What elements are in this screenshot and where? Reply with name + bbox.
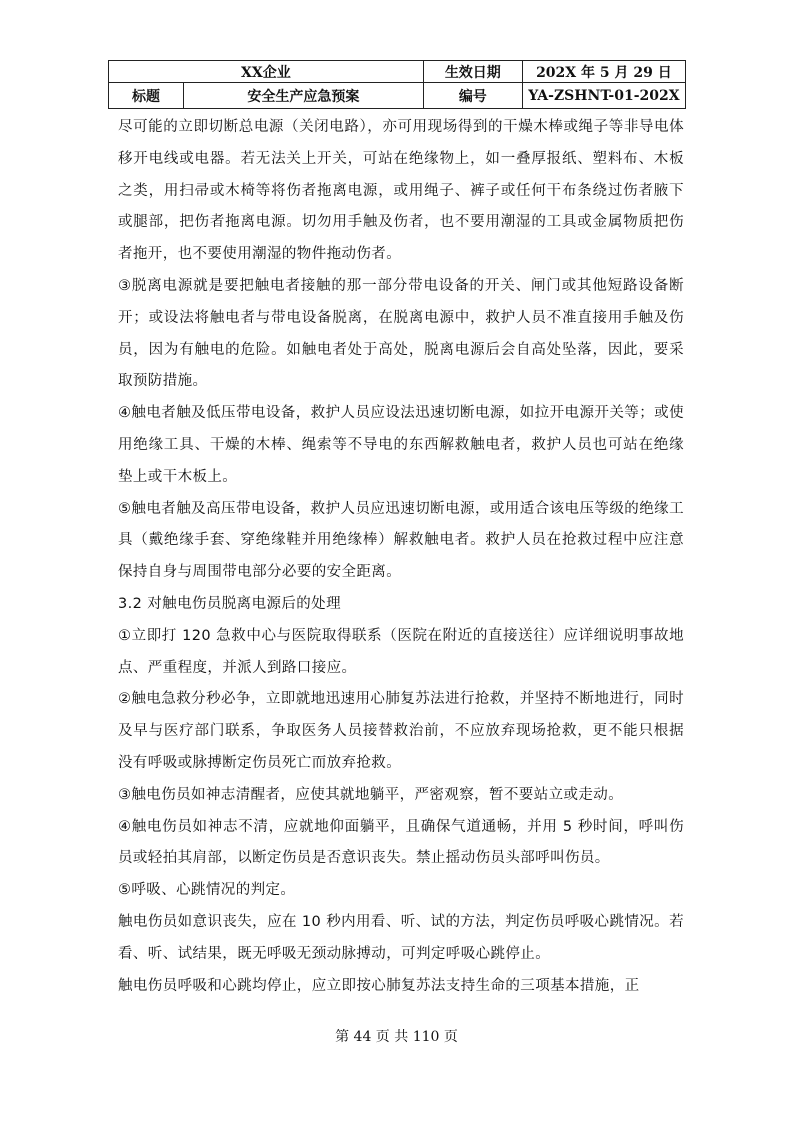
document-number: YA-ZSHNT-01-202X <box>522 83 685 109</box>
header-table <box>108 60 686 109</box>
section-heading: 3.2 对触电伤员脱离电源后的处理 <box>118 595 341 612</box>
paragraph: ④触电者触及低压带电设备，救护人员应设法迅速切断电源，如拉开电源开关等；或使用绝缘工具、干燥的木棒、绳索等不导电的东西解救触电者，救护人员也可站在绝缘垫上或干木板上。 <box>118 405 684 485</box>
title-label: 标题 <box>109 83 184 109</box>
document-title: 安全生产应急预案 <box>184 83 424 109</box>
paragraph: ①立即打 120 急救中心与医院取得联系（医院在附近的直接送往）应详细说明事故地点、严重程度，并派人到路口接应。 <box>118 627 684 676</box>
page-footer: 第 44 页 共 110 页 <box>335 1029 458 1045</box>
number-label: 编号 <box>423 83 522 109</box>
paragraph: ⑤呼吸、心跳情况的判定。 <box>118 882 296 899</box>
effective-date-value: 202X 年 5 月 29 日 <box>522 61 685 83</box>
paragraph: ③触电伤员如神志清醒者，应使其就地躺平，严密观察，暂不要站立或走动。 <box>118 786 624 803</box>
paragraph: 触电伤员呼吸和心跳均停止，应立即按心肺复苏法支持生命的三项基本措施，正 <box>118 977 640 994</box>
paragraph: 尽可能的立即切断总电源（关闭电路），亦可用现场得到的干燥木棒或绳子等非导电体移开电线或电器。若无法关上开关，可站在绝缘物上，如一叠厚报纸、塑料布、木板之类，用扫帚或木椅等将伤者拖离电源，或用绳子、裤子或任何干布条绕过伤者腋下或腿部，把伤者拖离电源。切勿用手触及伤者，也不要用潮湿的工具或金属物质把伤者拖开，也不要使用潮湿的物件拖动伤者。 <box>118 119 684 263</box>
paragraph: ③脱离电源就是要把触电者接触的那一部分带电设备的开关、闸门或其他短路设备断开；或设法将触电者与带电设备脱离，在脱离电源中，救护人员不准直接用手触及伤员，因为有触电的危险。如触电者处于高处，脱离电源后会自高处坠落，因此，要采取预防措施。 <box>118 277 684 390</box>
paragraph: ⑤触电者触及高压带电设备，救护人员应迅速切断电源，或用适合该电压等级的绝缘工具（戴绝缘手套、穿绝缘鞋并用绝缘棒）解救触电者。救护人员在抢救过程中应注意保持自身与周围带电部分必要的安全距离。 <box>118 500 684 581</box>
paragraph: 触电伤员如意识丧失，应在 10 秒内用看、听、试的方法，判定伤员呼吸心跳情况。若看、听、试结果，既无呼吸无颈动脉搏动，可判定呼吸心跳停止。 <box>118 913 684 962</box>
document-body <box>118 112 684 1002</box>
paragraph: ②触电急救分秒必争，立即就地迅速用心肺复苏法进行抢救，并坚持不断地进行，同时及早与医疗部门联系，争取医务人员接替救治前，不应放弃现场抢救，更不能只根据没有呼吸或脉搏断定伤员死亡而放弃抢救。 <box>118 691 684 771</box>
company-cell: XX企业 <box>109 61 424 83</box>
effective-date-label: 生效日期 <box>423 61 522 83</box>
paragraph: ④触电伤员如神志不清，应就地仰面躺平，且确保气道通畅，并用 5 秒时间，呼叫伤员或轻拍其肩部，以断定伤员是否意识丧失。禁止摇动伤员头部呼叫伤员。 <box>118 818 684 867</box>
